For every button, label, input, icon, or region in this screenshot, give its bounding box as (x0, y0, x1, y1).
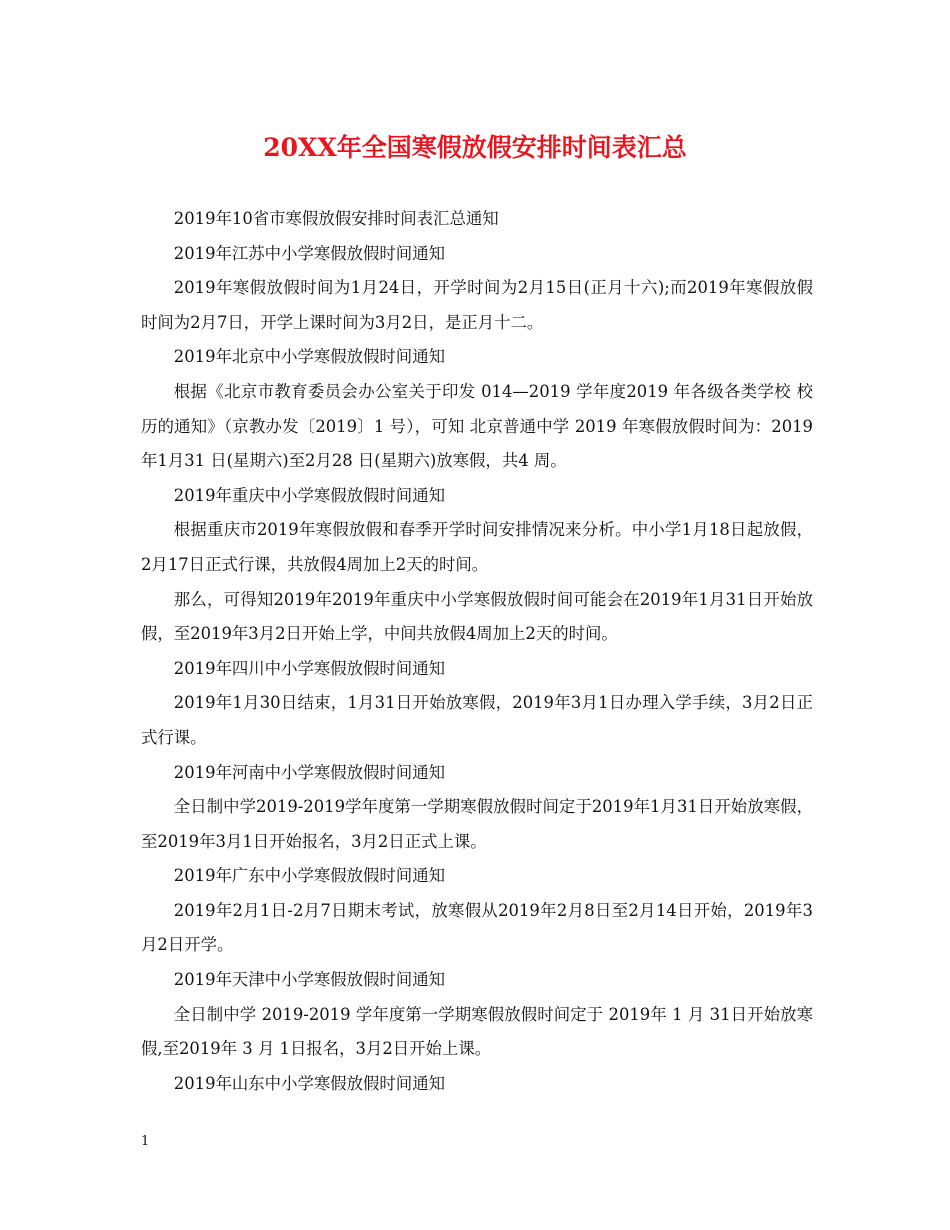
paragraph: 2019年寒假放假时间为1月24日，开学时间为2月15日(正月十六);而2019年寒假放假时间为2月7日，开学上课时间为3月2日，是正月十二。 (141, 278, 813, 332)
document-title: 20XX年全国寒假放假安排时间表汇总 (263, 133, 687, 162)
section-heading-chongqing: 2019年重庆中小学寒假放假时间通知 (173, 485, 445, 505)
paragraph: 2019年2月1日-2月7日期末考试，放寒假从2019年2月8日至2月14日开始，2019年3月2日开学。 (141, 900, 813, 955)
section-heading-guangdong: 2019年广东中小学寒假放假时间通知 (173, 866, 445, 886)
page-number: 1 (141, 1134, 150, 1149)
paragraph: 2019年10省市寒假放假安排时间表汇总通知 (173, 209, 499, 228)
paragraph: 全日制中学2019-2019学年度第一学期寒假放假时间定于2019年1月31日开始放寒假，至2019年3月1日开始报名，3月2日正式上课。 (141, 797, 813, 851)
section-heading-beijing: 2019年北京中小学寒假放假时间通知 (173, 347, 445, 367)
paragraph: 根据《北京市教育委员会办公室关于印发 014—2019 学年度2019 年各级各类学校 校历的通知》（京教办发〔2019〕1 号），可知 北京普通中学 2019 年寒假放假时间为：2019 年1月31 日(星期六)至2月28 日(星期六)放寒假，共4 周。 (141, 381, 813, 471)
paragraph: 那么，可得知2019年2019年重庆中小学寒假放假时间可能会在2019年1月31日开始放假，至2019年3月2日开始上学，中间共放假4周加上2天的时间。 (141, 589, 813, 644)
section-heading-shandong: 2019年山东中小学寒假放假时间通知 (173, 1073, 445, 1093)
section-heading-sichuan: 2019年四川中小学寒假放假时间通知 (173, 658, 445, 678)
paragraph: 2019年1月30日结束，1月31日开始放寒假，2019年3月1日办理入学手续，3月2日正式行课。 (141, 693, 813, 747)
paragraph: 全日制中学 2019-2019 学年度第一学期寒假放假时间定于 2019年 1 月 31日开始放寒假,至2019年 3 月 1日报名，3月2日开始上课。 (141, 1004, 813, 1059)
section-heading-jiangsu: 2019年江苏中小学寒假放假时间通知 (173, 243, 445, 263)
document-body (141, 202, 813, 1101)
paragraph: 根据重庆市2019年寒假放假和春季开学时间安排情况来分析。中小学1月18日起放假，2月17日正式行课，共放假4周加上2天的时间。 (141, 520, 813, 574)
section-heading-henan: 2019年河南中小学寒假放假时间通知 (173, 762, 445, 782)
section-heading-tianjin: 2019年天津中小学寒假放假时间通知 (173, 970, 445, 990)
